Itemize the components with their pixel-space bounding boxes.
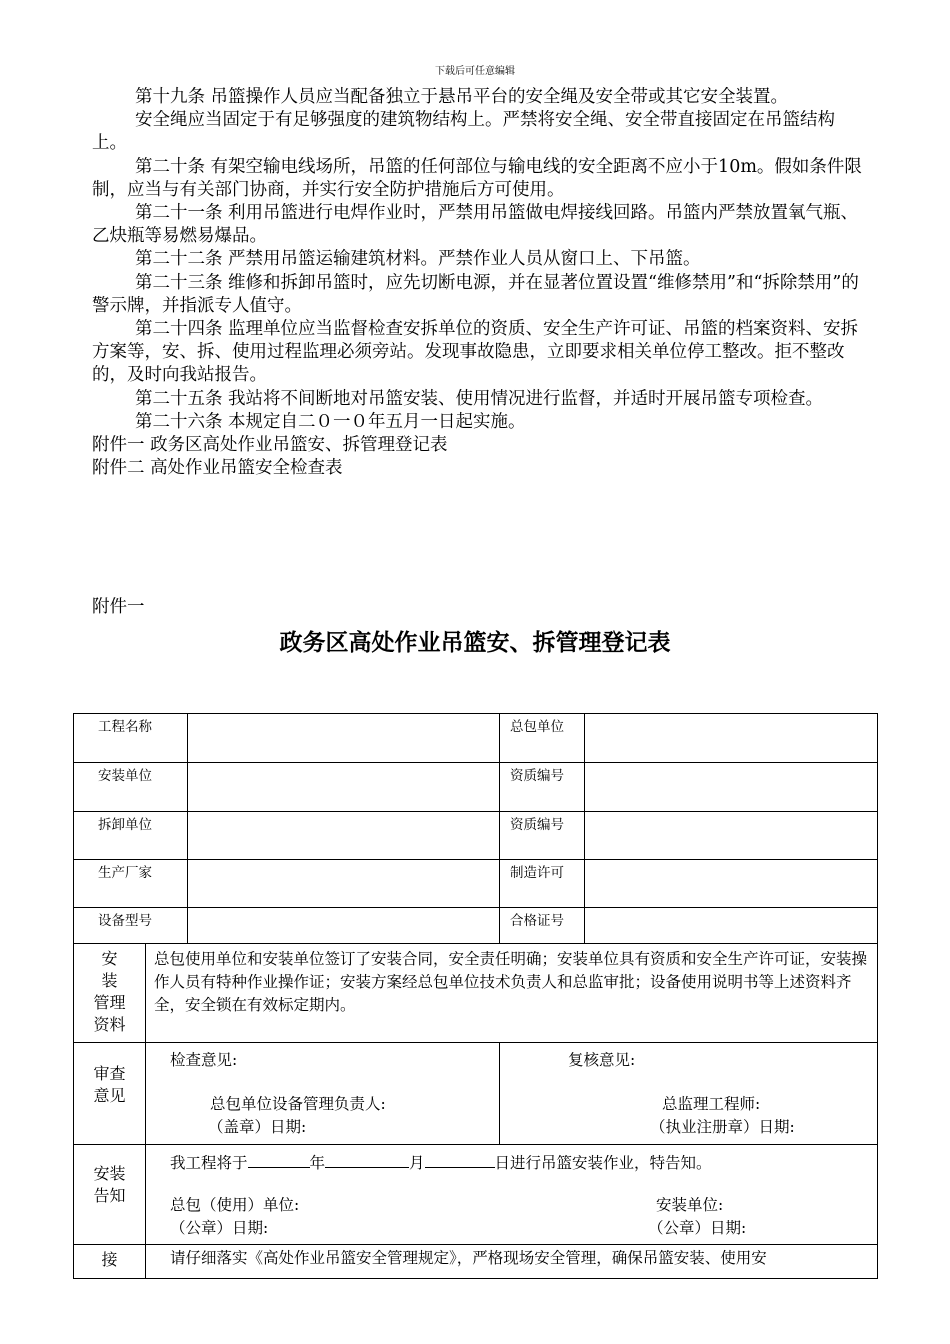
manufacturer-label: 生产厂家 bbox=[74, 860, 188, 908]
form-row bbox=[74, 860, 878, 908]
article-23: 第二十三条 维修和拆卸吊篮时，应先切断电源，并在显著位置设置“维修禁用”和“拆除禁用”的警示牌，并指派专人值守。 bbox=[92, 272, 859, 316]
form-row bbox=[74, 812, 878, 860]
general-contractor-label: 总包单位 bbox=[500, 714, 585, 763]
install-qualification-label: 资质编号 bbox=[500, 763, 585, 812]
supervisor-seal-date: （执业注册章）日期: bbox=[650, 1118, 795, 1136]
general-contractor-field[interactable] bbox=[585, 714, 878, 763]
receipt-row bbox=[74, 1245, 878, 1279]
install-qualification-field[interactable] bbox=[585, 763, 878, 812]
article-19: 第十九条 吊篮操作人员应当配备独立于悬吊平台的安全绳及安全带或其它安全装置。 bbox=[135, 87, 789, 107]
attachment-1: 附件一 政务区高处作业吊篮安、拆管理登记表 bbox=[92, 435, 448, 456]
review-row bbox=[74, 1043, 878, 1145]
dismantle-qualification-label: 资质编号 bbox=[500, 812, 585, 860]
regulation-text bbox=[92, 86, 862, 480]
contractor-seal-date: （盖章）日期: bbox=[208, 1118, 307, 1136]
day-blank[interactable] bbox=[425, 1151, 495, 1168]
manufacturer-field[interactable] bbox=[188, 860, 500, 908]
review-recheck-cell[interactable] bbox=[500, 1043, 878, 1145]
notice-label: 安装 告知 bbox=[74, 1145, 146, 1245]
installer-official-seal-date: （公章）日期: bbox=[648, 1219, 747, 1237]
project-name-label: 工程名称 bbox=[74, 714, 188, 763]
form-row bbox=[74, 714, 878, 763]
article-26: 第二十六条 本规定自二０一０年五月一日起实施。 bbox=[135, 411, 526, 432]
notice-row bbox=[74, 1145, 878, 1245]
check-opinion-title: 检查意见: bbox=[170, 1051, 238, 1069]
article-21: 第二十一条 利用吊篮进行电焊作业时，严禁用吊篮做电焊接线回路。吊篮内严禁放置氧气瓶、乙炔瓶等易燃易爆品。 bbox=[92, 203, 859, 247]
attachment-2: 附件二 高处作业吊篮安全检查表 bbox=[92, 458, 343, 479]
article-24: 第二十四条 监理单位应当监督检查安拆单位的资质、安全生产许可证、吊篮的档案资料、安拆方案等，安、拆、使用过程监理必须旁站。发现事故隐患，立即要求相关单位停工整改。拒不整改的，及时向我站报告。 bbox=[92, 319, 859, 386]
registration-form bbox=[73, 713, 878, 1279]
article-22: 第二十二条 严禁用吊篮运输建筑材料。严禁作业人员从窗口上、下吊篮。 bbox=[135, 249, 701, 270]
dismantle-unit-field[interactable] bbox=[188, 812, 500, 860]
month-blank[interactable] bbox=[325, 1151, 409, 1168]
form-title: 政务区高处作业吊篮安、拆管理登记表 bbox=[279, 630, 671, 656]
install-docs-text: 总包使用单位和安装单位签订了安装合同，安全责任明确；安装单位具有资质和安全生产许可证，安装操作人员有特种作业操作证；安装方案经总包单位技术负责人和总监审批；设备使用说明书等上述资料齐全，安全锁在有效标定期内。 bbox=[146, 944, 878, 1043]
header-note: 下载后可任意编辑 bbox=[435, 66, 515, 77]
install-unit-label: 安装单位 bbox=[74, 763, 188, 812]
equipment-model-label: 设备型号 bbox=[74, 908, 188, 944]
installer-unit: 安装单位: bbox=[656, 1196, 724, 1214]
notice-sentence: 我工程将于 年 月 日进行吊篮安装作业，特告知。 bbox=[154, 1151, 869, 1175]
contractor-equipment-manager: 总包单位设备管理负责人: bbox=[210, 1095, 386, 1113]
review-check-cell[interactable] bbox=[146, 1043, 500, 1145]
manufacturing-license-field[interactable] bbox=[585, 860, 878, 908]
contractor-user-unit: 总包（使用）单位: bbox=[170, 1196, 300, 1214]
contractor-official-seal-date: （公章）日期: bbox=[170, 1219, 269, 1237]
article-25: 第二十五条 我站将不间断地对吊篮安装、使用情况进行监督，并适时开展吊篮专项检查。 bbox=[135, 388, 824, 409]
dismantle-unit-label: 拆卸单位 bbox=[74, 812, 188, 860]
form-row bbox=[74, 908, 878, 944]
annex-label: 附件一 bbox=[92, 597, 145, 617]
year-blank[interactable] bbox=[248, 1151, 310, 1168]
install-unit-field[interactable] bbox=[188, 763, 500, 812]
review-label: 审查 意见 bbox=[74, 1043, 146, 1145]
equipment-model-field[interactable] bbox=[188, 908, 500, 944]
install-docs-label: 安 装 管理 资料 bbox=[74, 944, 146, 1043]
manufacturing-license-label: 制造许可 bbox=[500, 860, 585, 908]
chief-supervisor: 总监理工程师: bbox=[662, 1095, 761, 1113]
dismantle-qualification-field[interactable] bbox=[585, 812, 878, 860]
project-name-field[interactable] bbox=[188, 714, 500, 763]
article-20: 第二十条 有架空输电线场所，吊篮的任何部位与输电线的安全距离不应小于10m。假如条件限制，应当与有关部门协商，并实行安全防护措施后方可使用。 bbox=[92, 156, 862, 200]
recheck-opinion-title: 复核意见: bbox=[568, 1051, 636, 1069]
receipt-text: 请仔细落实《高处作业吊篮安全管理规定》，严格现场安全管理，确保吊篮安装、使用安 bbox=[146, 1245, 878, 1279]
receipt-label: 接 bbox=[74, 1245, 146, 1279]
install-docs-row bbox=[74, 944, 878, 1043]
form-row bbox=[74, 763, 878, 812]
certificate-number-label: 合格证号 bbox=[500, 908, 585, 944]
notice-cell bbox=[146, 1145, 878, 1245]
article-19-safety-rope: 安全绳应当固定于有足够强度的建筑物结构上。严禁将安全绳、安全带直接固定在吊篮结构上。 bbox=[92, 110, 835, 154]
certificate-number-field[interactable] bbox=[585, 908, 878, 944]
